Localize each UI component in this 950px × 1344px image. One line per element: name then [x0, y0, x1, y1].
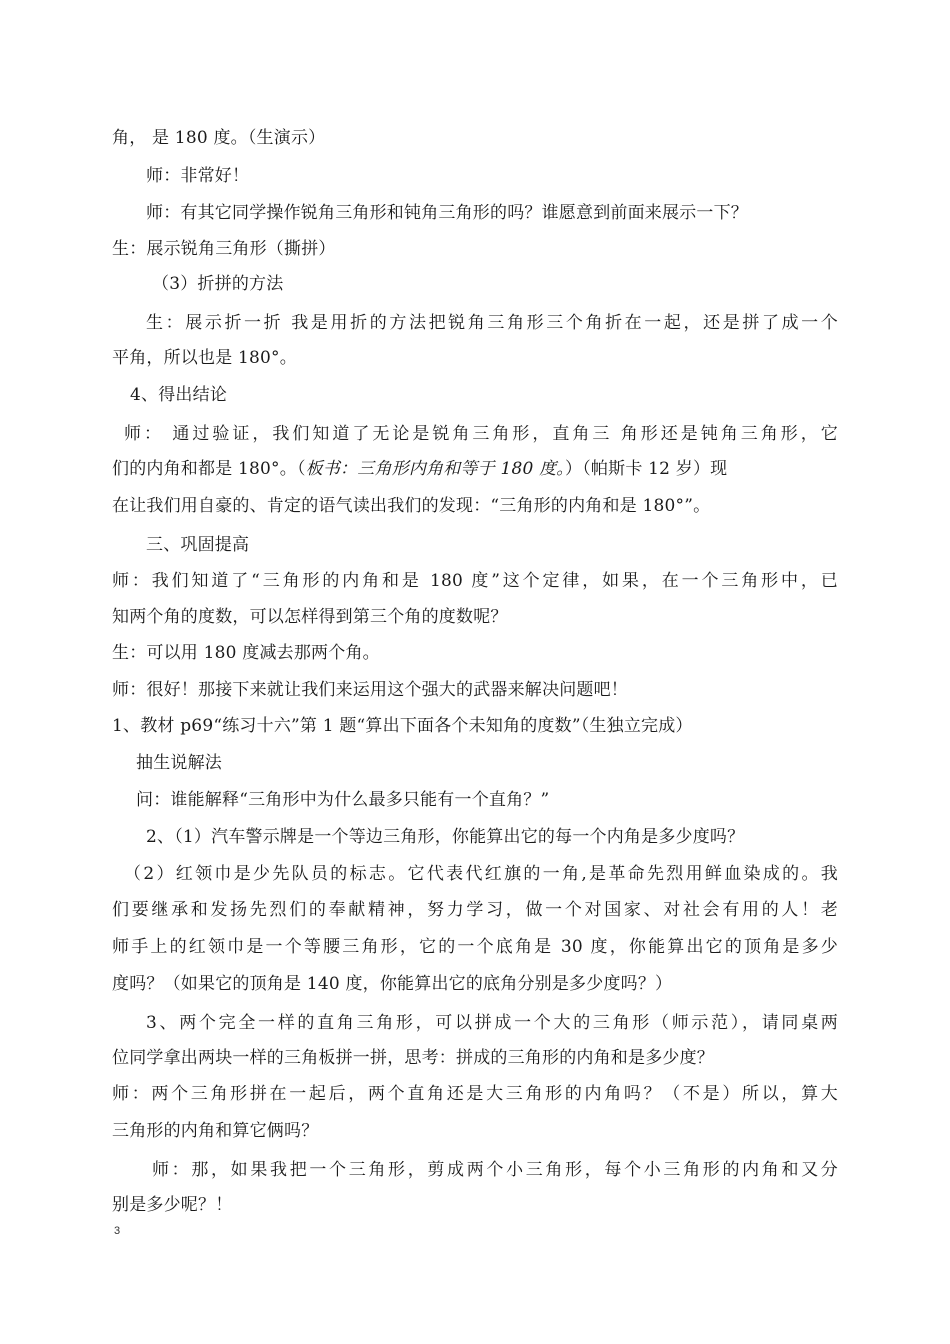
text-line: 角， 是 180 度。（生演示）: [112, 128, 326, 148]
text-line: 师：非常好！: [146, 166, 250, 186]
text-line: 度吗？（如果它的顶角是 140 度，你能算出它的底角分别是多少度吗？）: [112, 974, 673, 994]
text-line: 生：展示锐角三角形（撕拼）: [112, 239, 336, 259]
section-heading: 4、得出结论: [130, 385, 228, 405]
text-line: 别是多少呢？！: [112, 1195, 233, 1215]
text-line: 知两个角的度数，可以怎样得到第三个角的度数呢？: [112, 607, 508, 627]
text-line: 师手上的红领巾是一个等腰三角形，它的一个底角是 30 度，你能算出它的顶角是多少: [112, 937, 838, 957]
text-line: 师：我们知道了“三角形的内角和是 180 度”这个定律，如果，在一个三角形中，已: [112, 571, 838, 591]
text-line: 生：可以用 180 度减去那两个角。: [112, 643, 380, 663]
page-number: 3: [114, 1225, 121, 1237]
text-line: 1、教材 p69“练习十六”第 1 题“算出下面各个未知角的度数”（生独立完成）: [112, 716, 693, 736]
text-line: 师：有其它同学操作锐角三角形和钝角三角形的吗？谁愿意到前面来展示一下？: [146, 203, 748, 223]
text-line: 生：展示折一折 我是用折的方法把锐角三角形三个角折在一起，还是拼了成一个: [146, 313, 838, 333]
blackboard-note: 板书：三角形内角和等于 180 度。: [305, 459, 566, 479]
text-line: 3、两个完全一样的直角三角形，可以拼成一个大的三角形（师示范），请同桌两: [146, 1013, 838, 1033]
text-line: 平角，所以也是 180°。: [112, 348, 297, 368]
text-span: ）（帕斯卡 12 岁）现: [565, 459, 728, 479]
text-line: [112, 457, 727, 481]
text-line: 抽生说解法: [136, 753, 222, 773]
text-span: 们的内角和都是 180°。（: [112, 459, 306, 479]
text-line: 师： 通过验证，我们知道了无论是锐角三角形，直角三 角形还是钝角三角形，它: [124, 424, 838, 444]
text-line: 师：两个三角形拼在一起后，两个直角还是大三角形的内角吗？（不是）所以，算大: [112, 1084, 838, 1104]
section-heading: 三、巩固提高: [146, 535, 250, 555]
text-line: 问：谁能解释“三角形中为什么最多只能有一个直角？”: [136, 790, 550, 810]
text-line: （3）折拼的方法: [152, 274, 284, 294]
text-line: 师：很好！那接下来就让我们来运用这个强大的武器来解决问题吧！: [112, 680, 628, 700]
text-line: 三角形的内角和算它俩吗？: [112, 1121, 319, 1141]
text-line: （2）红领巾是少先队员的标志。它代表代红旗的一角,是革命先烈用鲜血染成的。我: [124, 864, 838, 884]
text-line: 师：那，如果我把一个三角形，剪成两个小三角形，每个小三角形的内角和又分: [152, 1160, 838, 1180]
text-line: 2、（1）汽车警示牌是一个等边三角形，你能算出它的每一个内角是多少度吗？: [146, 827, 745, 847]
text-line: 在让我们用自豪的、肯定的语气读出我们的发现：“三角形的内角和是 180°”。: [112, 496, 711, 516]
text-line: 们要继承和发扬先烈们的奉献精神，努力学习，做一个对国家、对社会有用的人！老: [112, 900, 838, 920]
text-line: 位同学拿出两块一样的三角板拼一拼，思考：拼成的三角形的内角和是多少度？: [112, 1048, 714, 1068]
